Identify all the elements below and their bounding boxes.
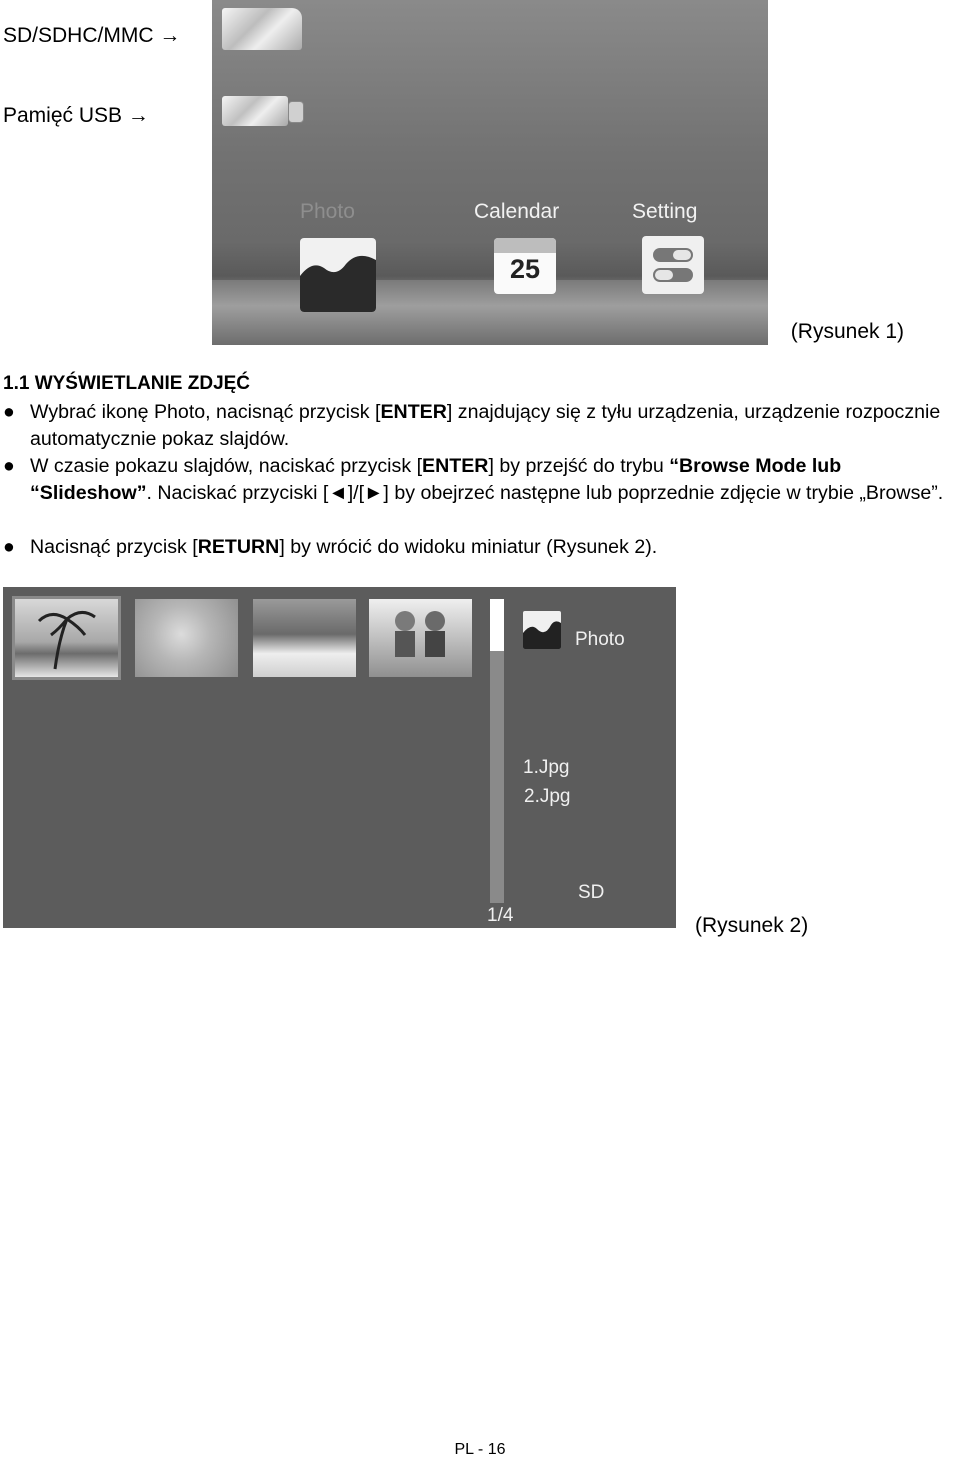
menu-label-photo: Photo [300, 200, 355, 223]
settings-menu-icon[interactable] [642, 236, 704, 294]
page-number: PL - 16 [454, 1441, 506, 1458]
bullet-dot: ● [3, 536, 15, 558]
toggle-icon-bottom [653, 268, 693, 282]
bullet-dot: ● [3, 401, 15, 423]
bullet-text-2: W czasie pokazu slajdów, naciskać przycisk [ENTER] by przejść do trybu “Browse Mode lub “Slideshow”. Naciskać przyciski [◄]/[►] by obejrzeć następne lub poprzednie zdjęcie w trybie „Browse”. [30, 455, 944, 504]
calendar-day-number: 25 [509, 254, 541, 284]
bullet-item-3 [3, 534, 953, 561]
page-indicator: 1/4 [487, 905, 514, 926]
toggle-icon-top [653, 248, 693, 262]
sd-card-label: SD/SDHC/MMC → [3, 24, 181, 47]
scrollbar-thumb[interactable] [490, 599, 504, 651]
figure2-caption: (Rysunek 2) [695, 914, 809, 937]
section-title: 1.1 WYŚWIETLANIE ZDJĘĆ [3, 373, 251, 394]
palm-beach-image [15, 599, 118, 677]
bullet-dot: ● [3, 455, 15, 477]
file-list-item-2[interactable]: 2.Jpg [524, 786, 571, 807]
bullet-text-1: Wybrać ikonę Photo, nacisnąć przycisk [ENTER] znajdujący się z tyłu urządzenia, urządzenie rozpocznie automatycznie pokaz slajdów. [30, 401, 941, 450]
usb-stick-icon[interactable] [222, 96, 288, 126]
menu-label-calendar: Calendar [474, 200, 560, 223]
calendar-header-bar [494, 238, 556, 253]
photo-mode-icon [523, 611, 561, 649]
mountain-mini-icon [523, 611, 561, 649]
thumbnail-2[interactable] [135, 599, 238, 677]
usb-plug-icon [288, 101, 304, 123]
storage-source-label: SD [578, 882, 605, 903]
photo-menu-icon[interactable] [300, 238, 376, 312]
thumbnail-3[interactable] [253, 599, 356, 677]
calendar-menu-icon[interactable] [494, 238, 556, 294]
sd-card-icon[interactable] [222, 8, 302, 50]
bullet-text-3: Nacisnąć przycisk [RETURN] by wrócić do widoku miniatur (Rysunek 2). [30, 536, 658, 558]
bullet-item-1 [3, 399, 953, 453]
usb-memory-label: Pamięć USB → [3, 104, 149, 127]
menu-label-setting: Setting [632, 200, 698, 223]
file-list-item-1[interactable]: 1.Jpg [523, 757, 570, 778]
main-menu-figure [212, 0, 768, 345]
thumbnail-4[interactable] [369, 599, 472, 677]
thumbnail-view-figure [3, 587, 676, 928]
mountain-photo-icon [300, 238, 376, 312]
bullet-item-2 [3, 453, 953, 507]
thumbnail-1[interactable] [15, 599, 118, 677]
children-image [369, 599, 472, 677]
figure1-caption: (Rysunek 1) [790, 320, 904, 343]
mode-label: Photo [575, 629, 625, 650]
